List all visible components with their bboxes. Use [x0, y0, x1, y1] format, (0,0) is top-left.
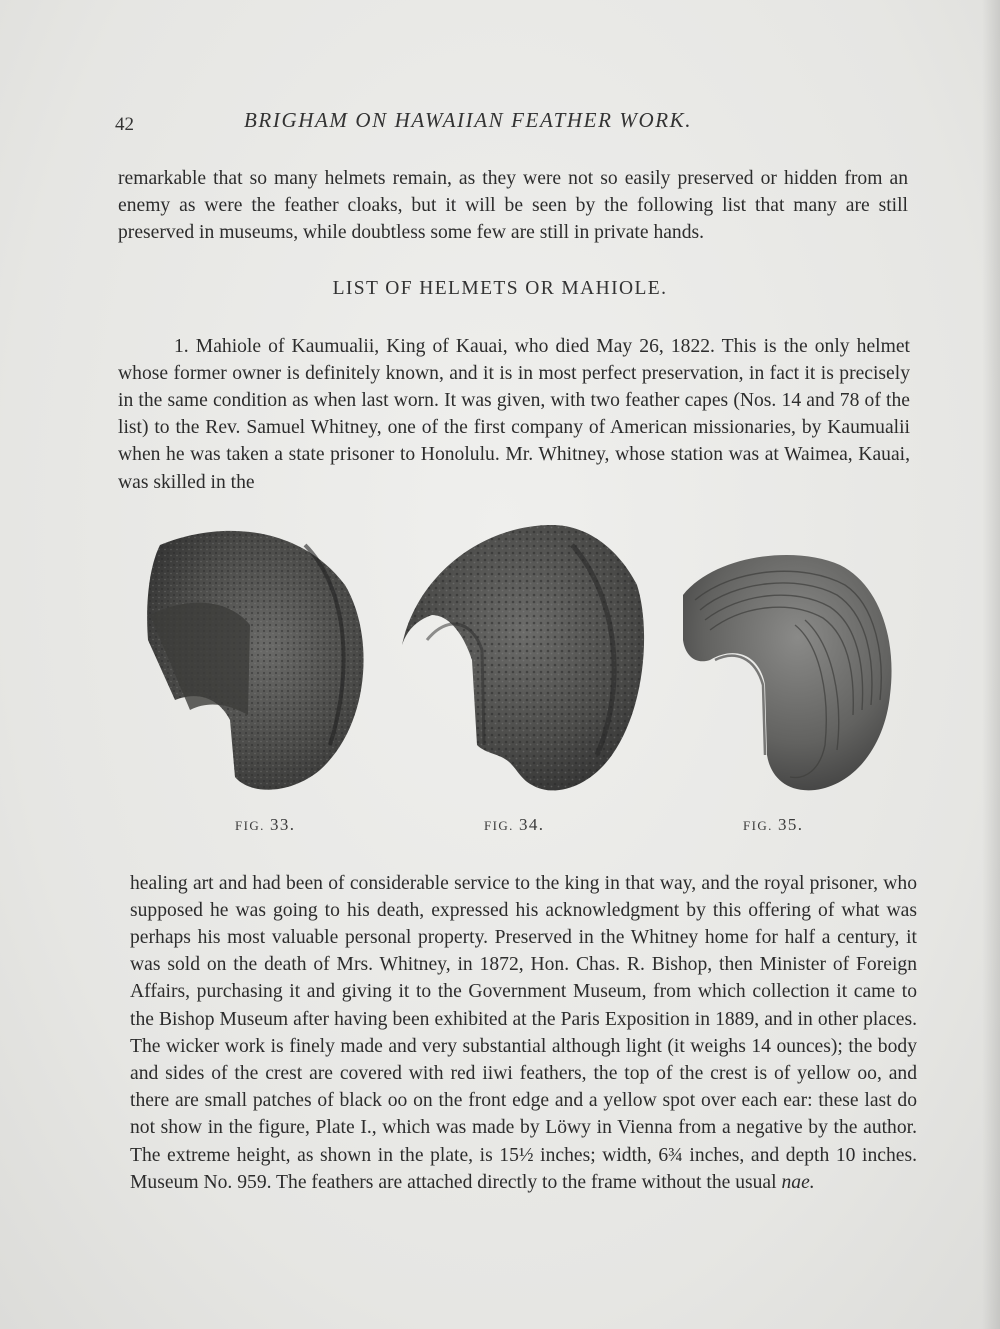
section-heading: LIST OF HELMETS OR MAHIOLE. — [332, 278, 668, 299]
paragraph-item-1-continued — [130, 870, 917, 1196]
helmet-three-quarter-illustration — [392, 515, 652, 805]
helmet-frame-illustration — [675, 545, 900, 795]
helmet-figures — [130, 515, 900, 845]
figure-33 — [130, 515, 380, 834]
page-header — [0, 108, 1000, 138]
figure-35-caption: FIG. 35. — [743, 815, 804, 834]
figure-34 — [392, 515, 652, 834]
page-edge-shadow — [982, 0, 1000, 1329]
paragraph-intro: remarkable that so many helmets remain, as they were not so easily preserved or hidden from an enemy as were the feather cloaks, but it will be seen by the following list that many are still preserved in museums, while doubtless some few are still in private hands. — [118, 167, 908, 243]
italic-term-nae: nae. — [781, 1171, 815, 1193]
page-number: 42 — [115, 114, 134, 135]
paragraph-body-text: healing art and had been of considerable service to the king in that way, and the royal prisoner, who supposed he was going to his death, expressed his acknowledgment by this offering of what was perhaps his most valuable personal property. Preserved in the Whitney home for half a century, it was sold on the death of Mrs. Whitney, in 1872, Hon. Chas. R. Bishop, then Minister of Foreign Affairs, purchasing it and giving it to the Government Museum, from which collection it came to the Bishop Museum after having been exhibited at the Paris Exposition in 1889, and in other places. The wicker work is finely made and very substantial although light (it weighs 14 ounces); the body and sides of the crest are covered with red iiwi feathers, the top of the crest is of yellow oo, and there are small patches of black oo on the front edge and a yellow spot over each ear: these last do not show in the figure, Plate I., which was made by Löwy in Vienna from a negative by the author. The extreme height, as shown in the plate, is 15½ inches; width, 6¾ inches, and depth 10 inches. Museum No. 959. The feathers are attached directly to the frame without the usual — [130, 872, 917, 1193]
paragraph-item-1: 1. Mahiole of Kaumualii, King of Kauai, who died May 26, 1822. This is the only helmet whose former owner is definitely known, and it is in most perfect preservation, in fact it is precisely in the same condition as when last worn. It was given, with two feather capes (Nos. 14 and 78 of the list) to the Rev. Samuel Whitney, one of the first company of American missionaries, by Kaumualii when he was taken a state prisoner to Honolulu. Mr. Whitney, whose station was at Waimea, Kauai, was skilled in the — [118, 335, 910, 493]
running-title: BRIGHAM ON HAWAIIAN FEATHER WORK. — [244, 108, 693, 132]
figure-34-caption: FIG. 34. — [484, 815, 545, 834]
figure-35 — [675, 545, 900, 834]
helmet-side-illustration — [130, 515, 380, 805]
figure-33-caption: FIG. 33. — [235, 815, 296, 834]
